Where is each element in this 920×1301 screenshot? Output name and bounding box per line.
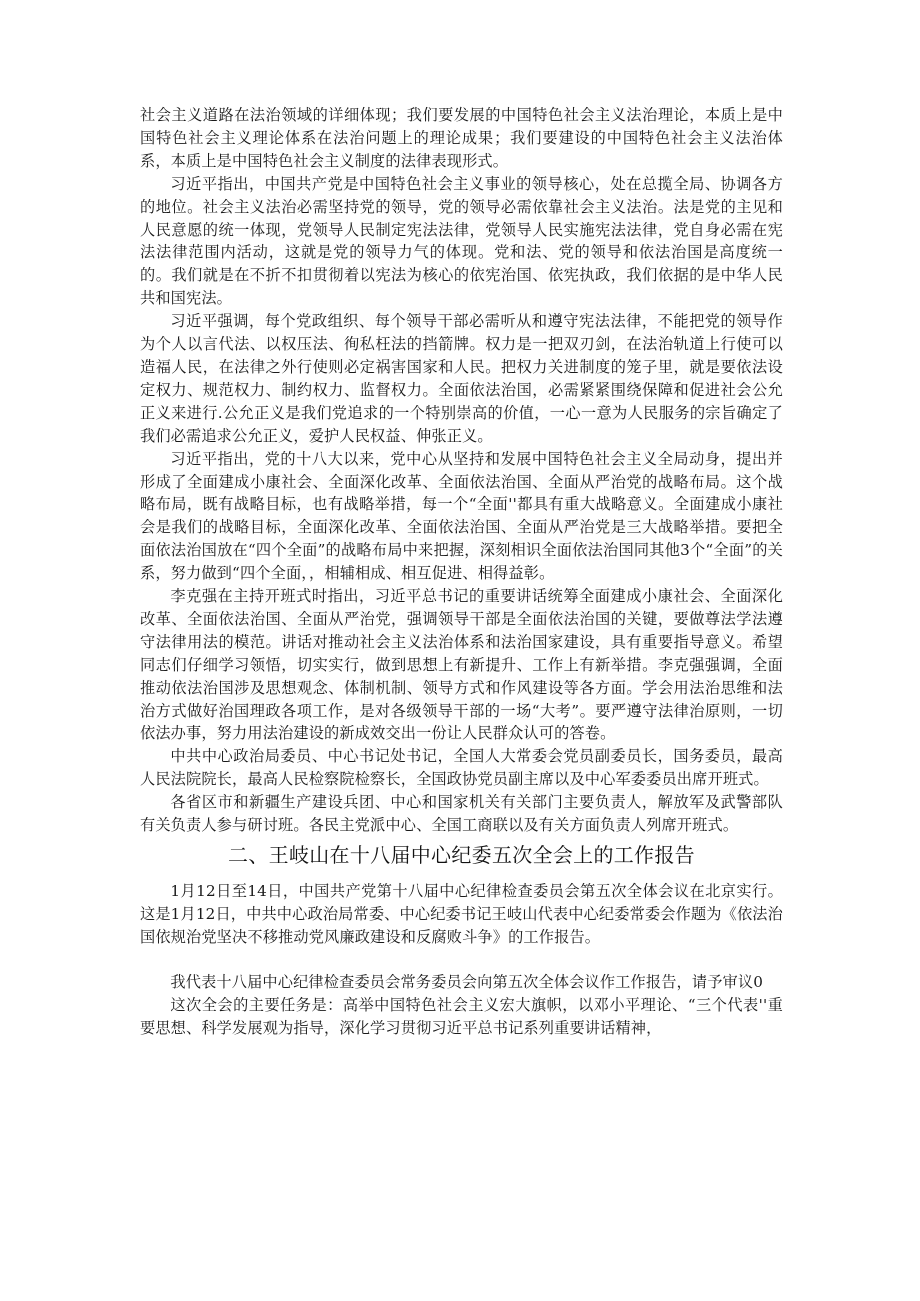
paragraph-attendees: 中共中心政治局委员、中心书记处书记，全国人大常委会党员副委员长，国务委员，最高人民法院院长，最高人民检察院检察长，全国政协党员副主席以及中心军委委员出席开班式。 xyxy=(140,747,783,789)
paragraph-report-opening: 我代表十八届中心纪律检查委员会常务委员会向第五次全体会议作工作报告，请予审议0 xyxy=(170,972,764,991)
paragraph-party-leadership: 习近平指出，中国共产党是中国特色社会主义事业的领导核心，处在总揽全局、协调各方的地位。社会主义法治必需坚持党的领导，党的领导必需依靠社会主义法治。法是党的主见和人民意愿的统一体现，党领导人民制定宪法法律，党领导人民实施宪法法律，党自身必需在宪法法律范围内活动，这就是党的领导力气的体现。党和法、党的领导和依法治国是高度统一的。我们就是在不折不扣贯彻着以宪法为核心的依宪治国、依宪执政，我们依据的是中华人民共和国宪法。 xyxy=(140,174,783,308)
paragraph-li-keqiang: 李克强在主持开班式时指出，习近平总书记的重要讲话统筹全面建成小康社会、全面深化改革、全面依法治国、全面从严治党，强调领导干部是全面依法治国的关键，要做尊法学法遵守法律用法的模范。讲话对推动社会主义法治体系和法治国家建设，具有重要指导意义。希望同志们仔细学习领悟，切实实行，做到思想上有新提升、工作上有新举措。李克强强调，全面推动依法治国涉及思想观念、体制机制、领导方式和作风建设等各方面。学会用法治思维和法治方式做好治国理政各项工作，是对各级领导干部的一场“大考”。要严遵守法律治原则，一切依法办事，努力用法治建设的新成效交出一份让人民群众认可的答卷。 xyxy=(140,587,783,743)
document-page xyxy=(140,104,783,1039)
paragraph-main-task: 这次全会的主要任务是：高举中国特色社会主义宏大旗帜，以邓小平理论、“三个代表''重要思想、科学发展观为指导，深化学习贯彻习近平总书记系列重要讲话精神， xyxy=(140,995,783,1037)
paragraph-meeting-intro: 1月12日至14日，中国共产党第十八届中心纪律检查委员会第五次全体会议在北京实行。这是1月12日，中共中心政治局常委、中心纪委书记王岐山代表中心纪委常委会作题为《依法治国依规治党坚决不移推动党风廉政建设和反腐败斗争》的工作报告。 xyxy=(140,882,783,946)
paragraph-participants: 各省区市和新疆生产建设兵团、中心和国家机关有关部门主要负责人，解放军及武警部队有关负责人参与研讨班。各民主党派中心、全国工商联以及有关方面负责人列席开班式。 xyxy=(140,793,783,835)
paragraph-continuation: 社会主义道路在法治领域的详细体现；我们要发展的中国特色社会主义法治理论，本质上是中国特色社会主义理论体系在法治问题上的理论成果；我们要建设的中国特色社会主义法治体系，本质上是中国特色社会主义制度的法律表现形式。 xyxy=(140,106,783,170)
section-title: 二、王岐山在十八届中心纪委五次全会上的工作报告 xyxy=(228,843,695,867)
paragraph-four-comprehensives: 习近平指出，党的十八大以来，党中心从坚持和发展中国特色社会主义全局动身，提出并形成了全面建成小康社会、全面深化改革、全面依法治国、全面从严治党的战略布局。这个战略布局，既有战略目标，也有战略举措，每一个“全面''都具有重大战略意义。全面建成小康社会是我们的战略目标，全面深化改革、全面依法治国、全面从严治党是三大战略举措。要把全面依法治国放在“四个全面”的战略布局中来把握，深刻相识全面依法治国同其他3个“全面”的关系，努力做到“四个全面，，相辅相成、相互促进、相得益彰。 xyxy=(140,449,783,583)
paragraph-power-constraint: 习近平强调，每个党政组织、每个领导干部必需听从和遵守宪法法律，不能把党的领导作为个人以言代法、以权压法、徇私枉法的挡箭牌。权力是一把双刃剑，在法治轨道上行使可以造福人民，在法律之外行使则必定祸害国家和人民。把权力关进制度的笼子里，就是要依法设定权力、规范权力、制约权力、监督权力。全面依法治国，必需紧紧围绕保障和促进社会公允正义来进行.公允正义是我们党追求的一个特别崇高的价值，一心一意为人民服务的宗旨确定了我们必需追求公允正义，爱护人民权益、伸张正义。 xyxy=(140,312,783,445)
paragraph-gap xyxy=(140,949,783,971)
